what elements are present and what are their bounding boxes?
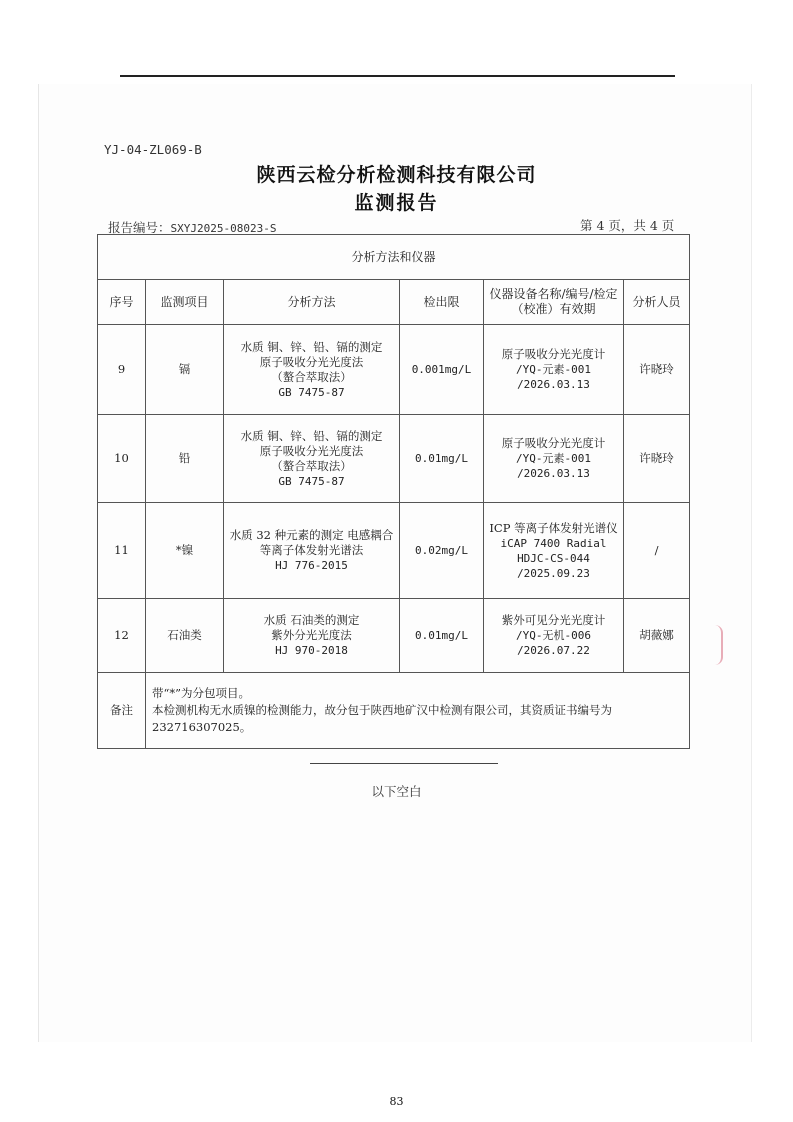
cell-analyst: 胡薇娜 [624,599,690,673]
cell-item: 镉 [146,325,224,415]
col-header-analyst: 分析人员 [624,280,690,325]
instrument-line: /2026.07.22 [517,644,590,657]
method-line: 紫外分光光度法 [271,628,352,642]
cell-no: 11 [98,503,146,599]
cell-no: 10 [98,415,146,503]
method-line: 水质 32 种元素的测定 电感耦合等离子体发射光谱法 [229,528,394,557]
instrument-line: ICP 等离子体发射光谱仪 [489,520,618,535]
instrument-line: 原子吸收分光光度计 [501,436,606,450]
method-standard: HJ 776-2015 [275,559,348,572]
instrument-line: HDJC-CS-044 [517,551,590,565]
seal-edge [713,625,723,665]
instrument-line: 原子吸收分光光度计 [501,347,606,361]
cell-instrument [484,325,624,415]
instrument-line: /2026.03.13 [517,378,590,391]
company-name: 陕西云检分析检测科技有限公司 [256,164,537,186]
note-line: 带“*”为分包项目。 [152,686,251,700]
instrument-line: /YQ-无机-006 [516,629,591,642]
report-number-value: SXYJ2025-08023-S [170,222,277,235]
cell-analyst: 许晓玲 [624,415,690,503]
cell-no: 9 [98,325,146,415]
table-row [98,325,690,415]
instrument-line: /2026.03.13 [517,467,590,480]
notes-content [146,673,690,749]
instrument-line: /2025.09.23 [517,566,590,580]
cell-item: *镍 [146,503,224,599]
cell-limit: 0.001mg/L [400,325,484,415]
cell-instrument [484,503,624,599]
method-standard: HJ 970-2018 [275,644,348,657]
notes-label: 备注 [98,673,146,749]
col-header-no: 序号 [98,280,146,325]
instrument-line: /YQ-元素-001 [516,363,591,376]
section-title: 分析方法和仪器 [98,235,690,280]
method-standard: GB 7475-87 [278,474,345,488]
top-rule [120,75,675,77]
col-header-item: 监测项目 [146,280,224,325]
method-line: 原子吸收分光光度法 [259,354,364,369]
method-line: 原子吸收分光光度法 [259,443,364,458]
method-line: 水质 铜、锌、铅、镉的测定 [240,428,383,443]
col-header-method: 分析方法 [224,280,400,325]
note-line: 本检测机构无水质镍的检测能力，故分包于陕西地矿汉中检测有限公司，其资质证书编号为 232716307025。 [152,703,612,734]
cell-item: 石油类 [146,599,224,673]
col-header-instrument: 仪器设备名称/编号/检定（校准）有效期 [484,280,624,325]
cell-item: 铅 [146,415,224,503]
page-info: 第 4 页，共 4 页 [580,218,675,233]
end-rule [310,763,498,764]
method-line: （螯合萃取法） [271,369,352,384]
instrument-line: /YQ-元素-001 [516,452,591,465]
methods-table [97,234,690,749]
page-number: 83 [389,1095,404,1108]
method-line: 水质 石油类的测定 [263,613,360,627]
cell-analyst: / [624,503,690,599]
cell-method [224,415,400,503]
end-note: 以下空白 [371,784,422,799]
method-line: （螯合萃取法） [271,458,352,473]
table-row [98,503,690,599]
cell-method [224,325,400,415]
cell-method [224,599,400,673]
instrument-line: iCAP 7400 Radial [500,536,607,550]
table-row [98,599,690,673]
cell-instrument [484,415,624,503]
report-number-label: 报告编号： [108,220,171,235]
instrument-line: 紫外可见分光光度计 [501,613,606,627]
cell-analyst: 许晓玲 [624,325,690,415]
table-row [98,415,690,503]
method-standard: GB 7475-87 [278,385,345,399]
cell-limit: 0.02mg/L [400,503,484,599]
cell-method [224,503,400,599]
cell-no: 12 [98,599,146,673]
method-line: 水质 铜、锌、铅、镉的测定 [240,339,383,354]
notes-row [98,673,690,749]
cell-limit: 0.01mg/L [400,415,484,503]
col-header-limit: 检出限 [400,280,484,325]
report-title: 监测报告 [354,192,439,214]
cell-limit: 0.01mg/L [400,599,484,673]
cell-instrument [484,599,624,673]
document-code: YJ-04-ZL069-B [104,142,202,157]
